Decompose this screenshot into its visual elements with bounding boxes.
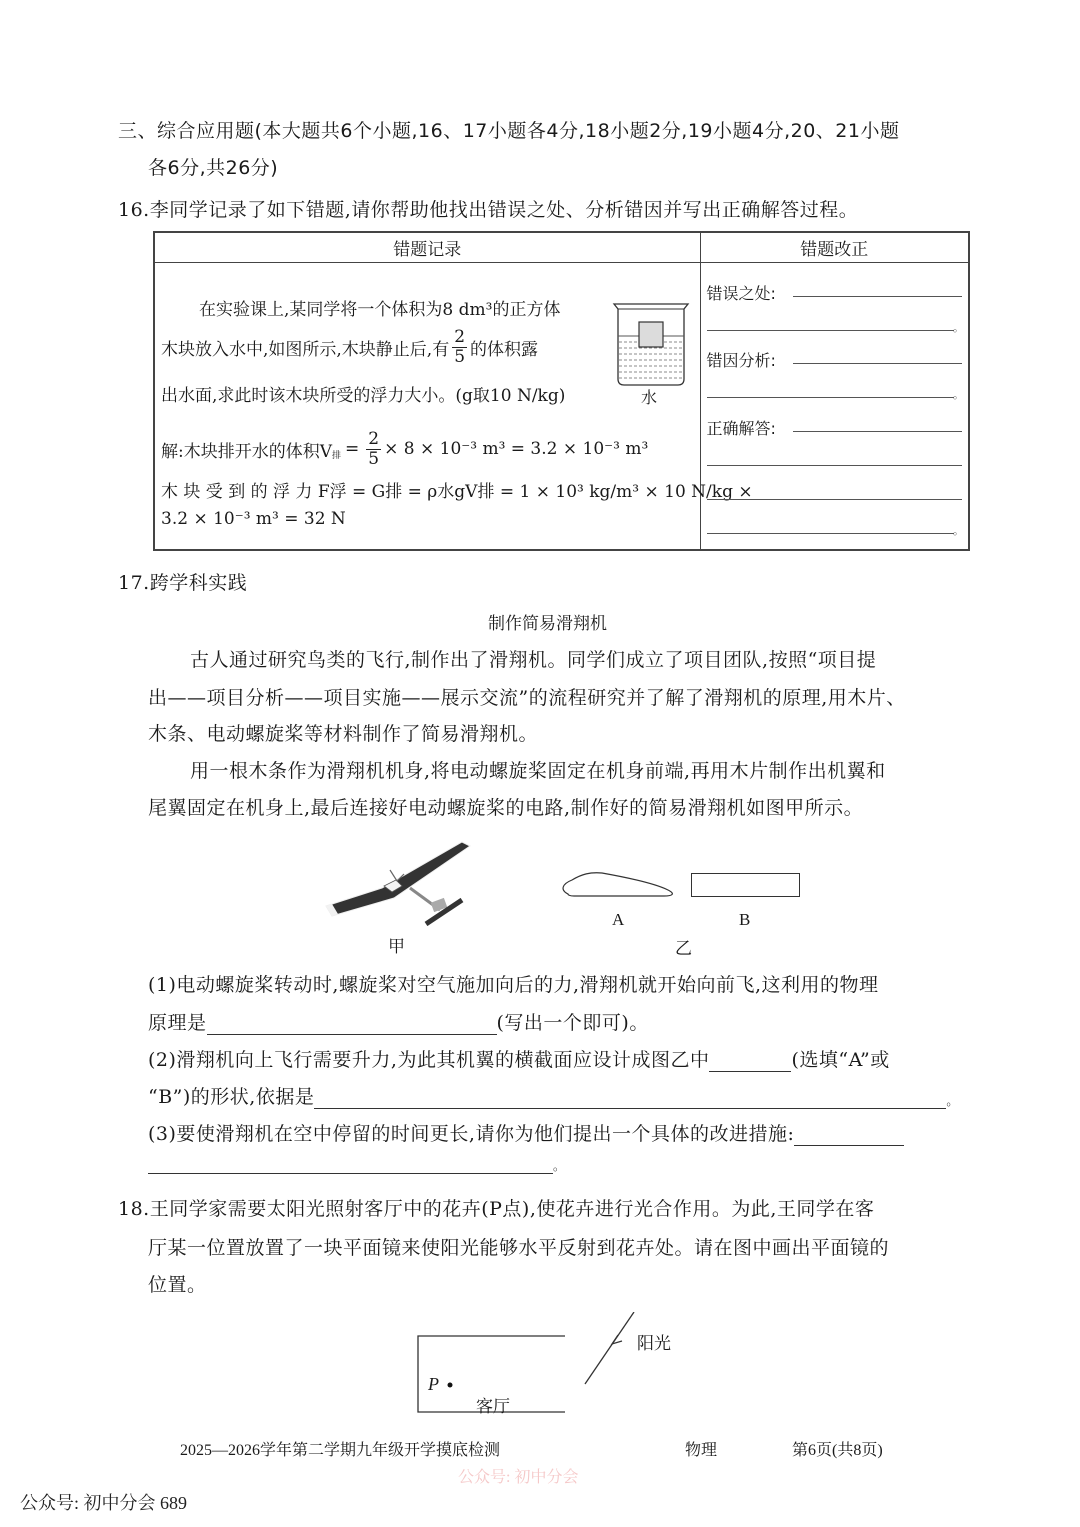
sunlight-ray — [585, 1312, 634, 1384]
answer-line-correct-3[interactable] — [707, 499, 963, 500]
fraction-two-fifths: $\frac{2}{5}$ — [454, 326, 466, 367]
label-error-location: 错误之处: — [706, 283, 776, 303]
error-record-table — [153, 231, 970, 551]
q16-number: 16. — [118, 199, 150, 221]
q17-sub2-line2: “B”)的形状,依据是 。 — [148, 1086, 959, 1108]
q18-line1: 18.王同学家需要太阳光照射客厅中的花卉(P点),使花卉进行光合作用。为此,王同学在客 — [118, 1198, 875, 1220]
q17-number: 17. — [118, 572, 150, 594]
point-p-label: P — [428, 1374, 439, 1394]
beaker-figure — [610, 301, 692, 391]
sunlight-arrow-icon — [612, 1335, 622, 1344]
answer-line-error-cause-1[interactable] — [793, 363, 963, 364]
q18-number: 18. — [118, 1198, 150, 1220]
watermark: 公众号: 初中分会 — [458, 1469, 579, 1486]
q17-sub3-line2: 。 — [148, 1156, 565, 1174]
q17-para1-line1: 古人通过研究鸟类的飞行,制作出了滑翔机。同学们成立了项目团队,按照“项目提 — [190, 649, 877, 671]
corner-note: 公众号: 初中分会 689 — [20, 1493, 188, 1513]
answer-line-correct-4[interactable] — [707, 533, 955, 534]
figure-label-jia: 甲 — [388, 937, 405, 956]
airfoil-a-shape — [560, 870, 680, 900]
q17-title: 制作简易滑翔机 — [488, 614, 607, 634]
solution-line2: 木 块 受 到 的 浮 力 F浮 = G排 = ρ水gV排 = 1 × 10³ kg/m³ × 10 N/kg × — [161, 481, 753, 502]
q17-para1-line3: 木条、电动螺旋桨等材料制作了简易滑翔机。 — [148, 723, 539, 745]
label-correct-answer: 正确解答: — [706, 418, 776, 438]
footer-page-number: 第6页(共8页) — [792, 1442, 883, 1459]
answer-line-correct-2[interactable] — [707, 465, 963, 466]
figure-label-water: 水 — [641, 387, 658, 407]
col-header-record: 错题记录 — [154, 232, 700, 262]
problem-line2 — [161, 326, 539, 367]
answer-blank-shape-choice[interactable] — [709, 1054, 791, 1072]
fraction-solution: $\frac{2}{5}$ — [368, 428, 380, 469]
problem-line3: 出水面,求此时该木块所受的浮力大小。(g取10 N/kg) — [161, 385, 566, 406]
living-room-diagram — [410, 1312, 640, 1417]
q17-header — [118, 568, 247, 595]
problem-line1: 在实验课上,某同学将一个体积为8 dm³的正方体 — [199, 299, 561, 320]
room-label: 客厅 — [476, 1397, 510, 1416]
answer-line-correct-1[interactable] — [793, 431, 963, 432]
section-heading-line1: 三、综合应用题(本大题共6个小题,16、17小题各4分,18小题2分,19小题4分,20、21小题 — [118, 120, 900, 142]
flat-plate-b-shape — [691, 873, 800, 897]
problem-line2-b: 的体积露 — [470, 339, 539, 360]
answer-line-error-location-1[interactable] — [793, 296, 963, 297]
footer-subject: 物理 — [685, 1442, 718, 1459]
answer-blank-improvement-1[interactable] — [794, 1128, 904, 1146]
problem-line2-a: 木块放入水中,如图所示,木块静止后,有 — [161, 339, 450, 360]
figure-label-yi: 乙 — [675, 939, 692, 958]
q17-para2-line2: 尾翼固定在机身上,最后连接好电动螺旋桨的电路,制作好的简易滑翔机如图甲所示。 — [148, 797, 864, 819]
q16-text: 李同学记录了如下错题,请你帮助他找出错误之处、分析错因并写出正确解答过程。 — [149, 199, 859, 221]
correction-cell: 错误之处: 。 错因分析: 。 正确解答: 。 — [700, 262, 969, 550]
q16-prompt — [118, 195, 858, 222]
footer-exam-title: 2025—2026学年第二学期九年级开学摸底检测 — [180, 1442, 501, 1459]
q17-sub2-line1: (2)滑翔机向上飞行需要升力,为此其机翼的横截面应设计成图乙中 (选填“A”或 — [148, 1049, 890, 1071]
answer-blank-principle[interactable] — [207, 1017, 497, 1035]
solution-line1: 解:木块排开水的体积V $_排$ = $\frac{2}{5}$ × 8 × 10⁻³ m³ = 3.2 × 10⁻³ m³ — [161, 428, 649, 469]
solution-line3: 3.2 × 10⁻³ m³ = 32 N — [161, 508, 346, 529]
label-error-cause: 错因分析: — [706, 350, 776, 370]
q17-para1-line2: 出——项目分析——项目实施——展示交流”的流程研究并了解了滑翔机的原理,用木片、 — [148, 687, 906, 709]
q18-line3: 位置。 — [148, 1274, 207, 1296]
col-header-correction: 错题改正 — [700, 232, 969, 262]
point-p-dot — [448, 1383, 453, 1388]
glider-image — [322, 836, 472, 926]
answer-line-error-cause-2[interactable] — [707, 397, 955, 398]
figure-label-b: B — [739, 910, 751, 929]
answer-line-error-location-2[interactable] — [707, 330, 955, 331]
wood-block — [639, 322, 663, 347]
answer-blank-improvement-2[interactable] — [148, 1156, 553, 1174]
q17-para2-line1: 用一根木条作为滑翔机机身,将电动螺旋桨固定在机身前端,再用木片制作出机翼和 — [190, 760, 886, 782]
q17-sub1-line1: (1)电动螺旋桨转动时,螺旋桨对空气施加向后的力,滑翔机就开始向前飞,这利用的物理 — [148, 974, 879, 996]
answer-blank-shape-reason[interactable] — [314, 1091, 946, 1109]
sunlight-label: 阳光 — [637, 1334, 671, 1353]
section-heading-line2: 各6分,共26分) — [148, 157, 279, 179]
q18-line2: 厅某一位置放置了一块平面镜来使阳光能够水平反射到花卉处。请在图中画出平面镜的 — [148, 1237, 890, 1259]
q17-label: 跨学科实践 — [149, 572, 248, 594]
q17-sub1-line2: 原理是 (写出一个即可)。 — [148, 1012, 649, 1034]
q17-sub3-line1: (3)要使滑翔机在空中停留的时间更长,请你为他们提出一个具体的改进措施: — [148, 1119, 904, 1146]
figure-label-a: A — [612, 910, 625, 929]
